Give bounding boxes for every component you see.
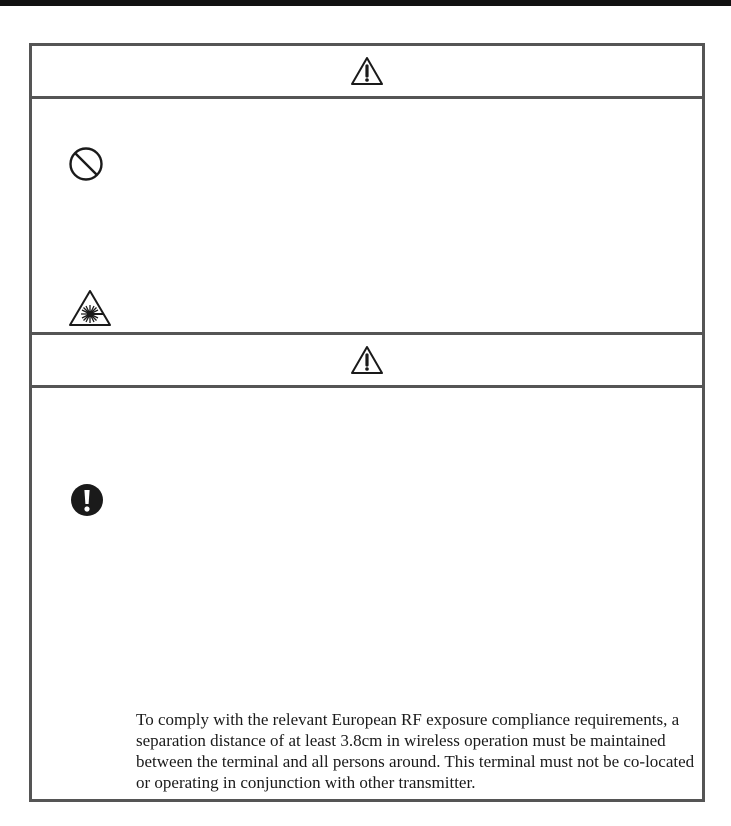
mandatory-action-icon <box>70 483 104 517</box>
prohibition-icon <box>68 146 104 182</box>
warning-header <box>32 46 702 99</box>
rf-exposure-notice: To comply with the relevant European RF exposure compliance requirements, a separation distance of at least 3.8cm in wireless operation must be maintained between the terminal and all persons around. This terminal must not be co-located or operating in conjunction with other transmitter. <box>136 710 695 792</box>
laser-hazard-icon <box>68 289 112 327</box>
warning-triangle-icon <box>350 56 384 86</box>
warning-triangle-icon <box>350 345 384 375</box>
top-rule <box>0 0 731 6</box>
safety-panel <box>29 43 705 802</box>
caution-header <box>32 332 702 388</box>
